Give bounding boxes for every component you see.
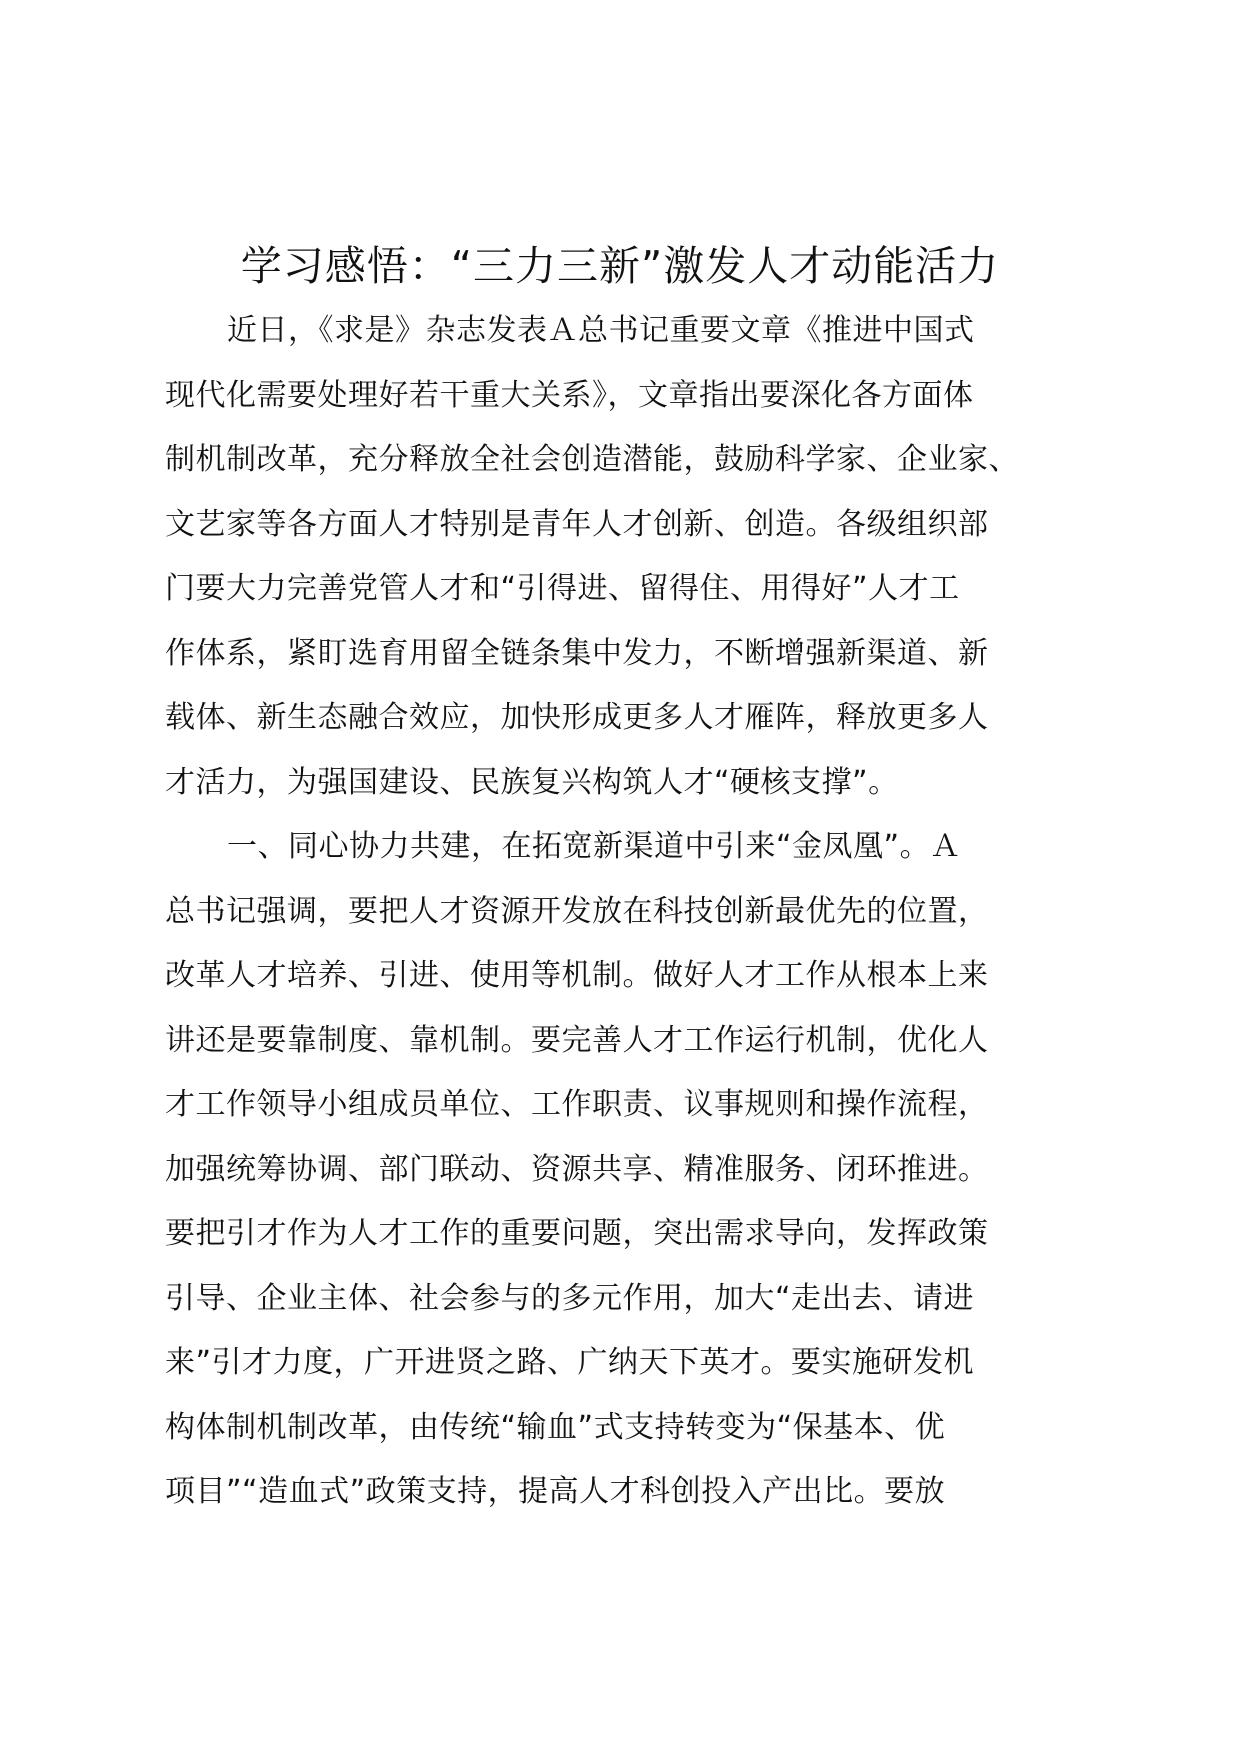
paragraph-line: 来”引才力度，广开进贤之路、广纳天下英才。要实施研发机 (165, 1345, 975, 1380)
paragraph-line: 引导、企业主体、社会参与的多元作用，加大“走出去、请进 (165, 1280, 975, 1316)
paragraph-section-one (165, 815, 1105, 1525)
paragraph-line: 构体制机制改革，由传统“输血”式支持转变为“保基本、优 (165, 1409, 946, 1445)
paragraph-line: 近日，《求是》杂志发表Ａ总书记重要文章《推进中国式 (227, 313, 975, 348)
paragraph-line: 讲还是要靠制度、靠机制。要完善人才工作运行机制，优化人 (165, 1022, 989, 1058)
paragraph-line: 项目”“造血式”政策支持，提高人才科创投入产出比。要放 (165, 1474, 946, 1509)
paragraph-line: 加强统筹协调、部门联动、资源共享、精准服务、闭环推进。 (165, 1151, 989, 1187)
paragraph-line: 现代化需要处理好若干重大关系》，文章指出要深化各方面体 (165, 377, 974, 413)
document-title: 学习感悟：“三力三新”激发人才动能活力 (240, 242, 1000, 290)
paragraph-line: 载体、新生态融合效应，加快形成更多人才雁阵，释放更多人 (165, 700, 989, 735)
paragraph-line: 制机制改革，充分释放全社会创造潜能，鼓励科学家、企业家、 (165, 442, 1019, 477)
paragraph-line: 一、同心协力共建，在拓宽新渠道中引来“金凤凰”。Ａ (227, 829, 961, 864)
paragraph-line: 才工作领导小组成员单位、工作职责、议事规则和操作流程， (165, 1087, 989, 1122)
paragraph-intro (165, 299, 1105, 815)
paragraph-line: 才活力，为强国建设、民族复兴构筑人才“硬核支撑”。 (165, 764, 899, 800)
paragraph-line: 文艺家等各方面人才特别是青年人才创新、创造。各级组织部 (165, 506, 989, 542)
paragraph-line: 改革人才培养、引进、使用等机制。做好人才工作从根本上来 (165, 958, 989, 993)
paragraph-line: 总书记强调，要把人才资源开发放在科技创新最优先的位置， (165, 893, 989, 929)
paragraph-line: 门要大力完善党管人才和“引得进、留得住、用得好”人才工 (165, 571, 960, 606)
paragraph-line: 要把引才作为人才工作的重要问题，突出需求导向，发挥政策 (165, 1216, 989, 1251)
paragraph-line: 作体系，紧盯选育用留全链条集中发力，不断增强新渠道、新 (165, 635, 989, 671)
